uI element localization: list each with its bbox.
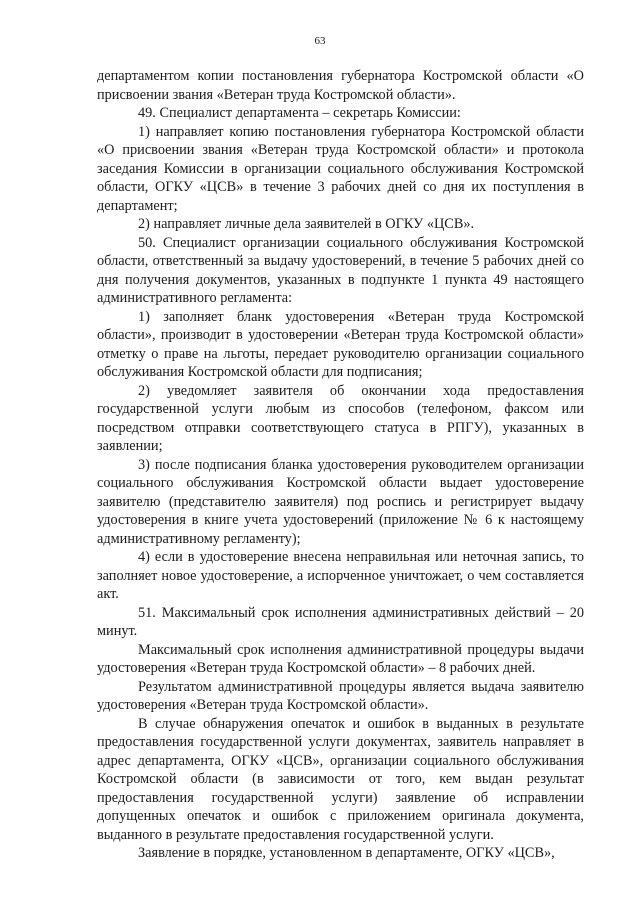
paragraph-clause-50-item-4: 4) если в удостоверение внесена неправильная или неточная запись, то заполняет новое удостоверение, а испорченное уничтожает, о чем составляется акт. <box>97 549 584 602</box>
paragraph-clause-49-item-2: 2) направляет личные дела заявителей в ОГКУ «ЦСВ». <box>138 216 475 232</box>
paragraph-application: Заявление в порядке, установленном в департаменте, ОГКУ «ЦСВ», <box>138 845 555 861</box>
page-number: 63 <box>314 35 326 47</box>
document-body <box>97 67 584 863</box>
paragraph-continuation: департаментом копии постановления губернатора Костромской области «О присвоении звания «Ветеран труда Костромской области». <box>97 68 584 103</box>
paragraph-clause-50-item-3: 3) после подписания бланка удостоверения руководителем организации социального обслуживания Костромской области выдает удостоверение заявителю (представителю заявителя) под роспись и регистрирует выдачу удостоверения в книге учета удостоверений (приложение № 6 к настоящему административному регламенту); <box>97 456 584 547</box>
paragraph-clause-49-item-1: 1) направляет копию постановления губернатора Костромской области «О присвоении звания «Ветеран труда Костромской области» и протокола заседания Комиссии в организации социального обслуживания Костромской области, ОГКУ «ЦСВ» в течение 3 рабочих дней со дня их поступления в департамент; <box>97 123 584 214</box>
paragraph-result: Результатом административной процедуры является выдача заявителю удостоверения «Ветеран труда Костромской области». <box>97 678 584 713</box>
paragraph-max-term: Максимальный срок исполнения административной процедуры выдачи удостоверения «Ветеран труда Костромской области» – 8 рабочих дней. <box>97 641 584 676</box>
paragraph-clause-50-item-1: 1) заполняет бланк удостоверения «Ветеран труда Костромской области», производит в удостоверении «Ветеран труда Костромской области» отметку о праве на льготы, передает руководителю организации социального обслуживания Костромской области для подписания; <box>97 308 584 380</box>
paragraph-clause-50-item-2: 2) уведомляет заявителя об окончании хода предоставления государственной услуги любым из способов (телефоном, факсом или посредством отправки соответствующего статуса в РПГУ), указанных в заявлении; <box>97 382 584 454</box>
paragraph-clause-49: 49. Специалист департамента – секретарь Комиссии: <box>138 105 461 121</box>
paragraph-errors: В случае обнаружения опечаток и ошибок в выданных в результате предоставления государственной услуги документах, заявитель направляет в адрес департамента, ОГКУ «ЦСВ», организации социального обслуживания Костромской области (в зависимости от того, кем выдан результат предоставления государственной услуги) заявление об исправлении допущенных опечаток и ошибок с приложением оригинала документа, выданного в результате предоставления государственной услуги. <box>97 715 584 843</box>
paragraph-clause-51: 51. Максимальный срок исполнения административных действий – 20 минут. <box>97 604 584 639</box>
paragraph-clause-50: 50. Специалист организации социального обслуживания Костромской области, ответственный за выдачу удостоверений, в течение 5 рабочих дней со дня получения документов, указанных в подпункте 1 пункта 49 настоящего административного регламента: <box>97 234 584 306</box>
